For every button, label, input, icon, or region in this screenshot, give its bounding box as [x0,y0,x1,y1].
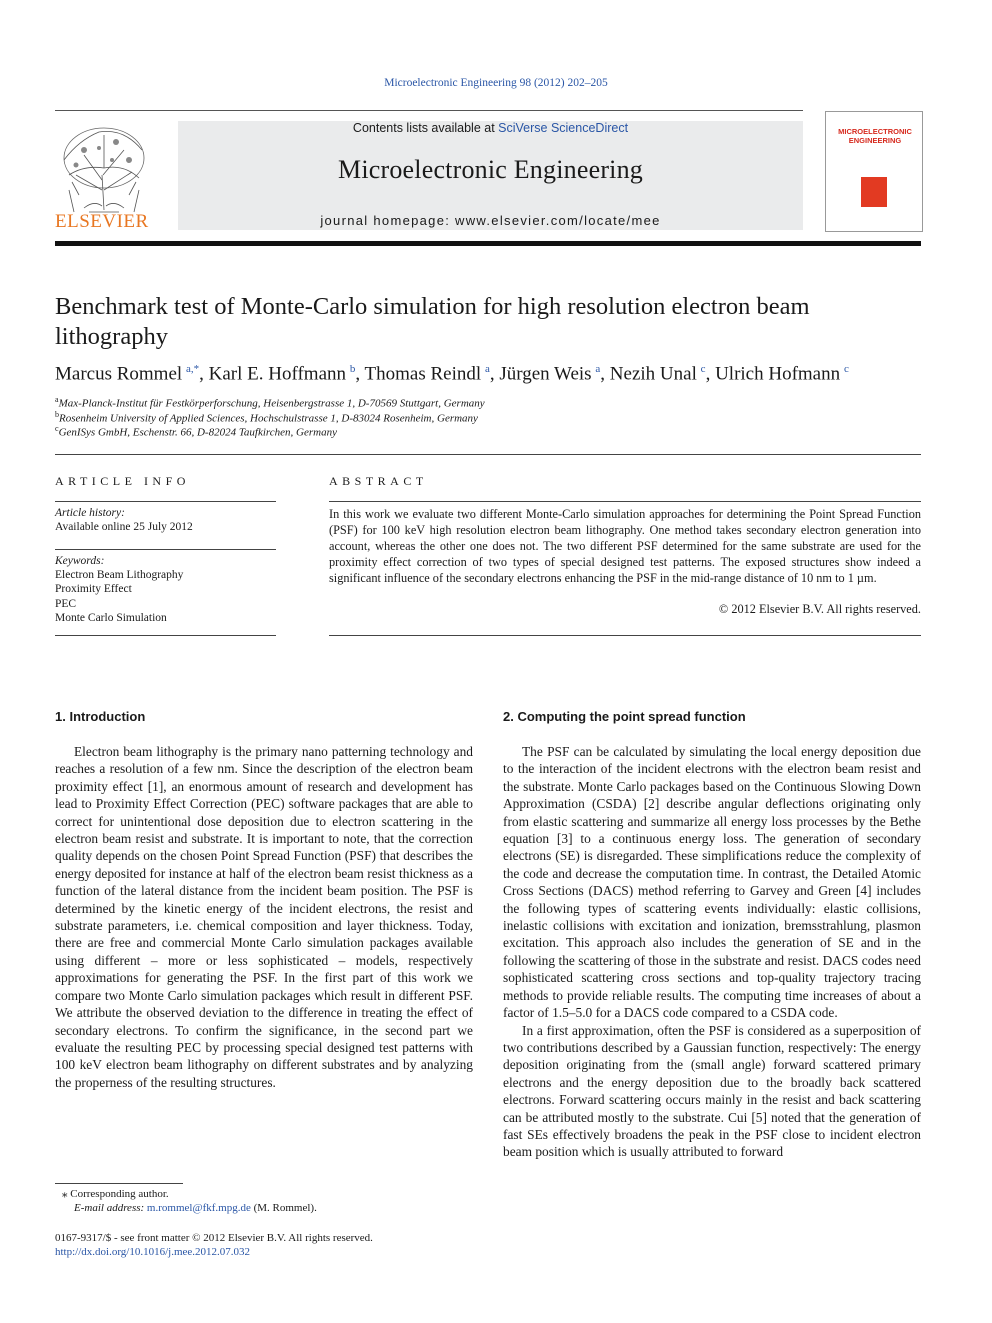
corresponding-author-note: ⁎ Corresponding author. [62,1188,169,1200]
journal-reference[interactable]: Microelectronic Engineering 98 (2012) 202–205 [384,77,608,89]
abstract-heading: ABSTRACT [329,474,428,488]
author-name: Karl E. Hoffmann [208,363,347,385]
email-line [74,1201,317,1215]
keyword: Electron Beam Lithography [55,569,184,582]
contents-line [178,121,803,135]
keyword: Proximity Effect [55,583,132,596]
author-name: Nezih Unal [609,363,697,385]
abstract-copyright: © 2012 Elsevier B.V. All rights reserved. [718,602,921,616]
cover-title: MICROELECTRONIC ENGINEERING [838,127,912,145]
article-history [55,506,276,534]
paragraph: In a first approximation, often the PSF is considered as a superposition of two contributions described by a Gaussian function, respectively: The energy deposition originating from the (small angle) forward scattered primary electrons and the energy deposition due to the broadly back scattered electrons. Forward scattering occurs mainly in the resist and back scattering can be attributed mostly to the substrate. Cui [5] noted that the generation of fast SEs effectively broadens the peak in the PSF close to incident electron beam position which is usually attributed to forward [503,1022,921,1160]
elsevier-wordmark: ELSEVIER [55,211,149,232]
journal-title: Microelectronic Engineering [338,155,643,184]
keywords-label: Keywords: [55,555,105,567]
author-affil-sup[interactable]: b [349,363,356,375]
introduction-body [55,743,473,1091]
contents-prefix: Contents lists available at [352,121,499,135]
author-affil-sup[interactable]: a [484,363,490,375]
article-title: Benchmark test of Monte-Carlo simulation for high resolution electron beam lithography [55,293,810,350]
author-name: Marcus Rommel [55,363,183,385]
doi-link[interactable]: http://dx.doi.org/10.1016/j.mee.2012.07.032 [55,1246,251,1258]
author-affil-sup[interactable]: a,* [186,363,200,375]
psf-section-body [503,743,921,1161]
affiliation-text: Max-Planck-Institut für Festkörperforschung, Heisenbergstrasse 1, D-70569 Stuttgart, Germany [58,397,485,410]
section-heading-psf: 2. Computing the point spread function [503,709,746,724]
header-rule [55,110,803,111]
paragraph: Electron beam lithography is the primary nano patterning technology and reaches a resolution of a few nm. Since the description of the electron beam proximity effect [1], an enormous amount of research and development has lead to Proximity Effect Correction (PEC) software packages that are able to correct for unintentional dose deposition due to electron scattering in the electron beam resist and substrate. It is important to note, that the correction quality depends on the chosen Point Spread Function (PSF) that describes the energy deposited for instance at half of the electron beam resist thickness as a function of the lateral distance from the incident beam position. The PSF is determined by the kinetic energy of the incident electrons, the resist and substrate parameters, i.e. chemical composition and layer thickness. Today, there are free and commercial Monte Carlo simulation packages available using different – more or less sophisticated – models, respectively approximations for generating the PSF. In the first part of this work we compare two Monte Carlo simulation packages which result in different PSF. We attribute the observed deviation to the difference in treating the effect of secondary electrons. To confirm the significance, in the second part we evaluate the resulting PEC by processing special designed test patterns with 100 keV electron beam lithography on different substrates and by analyzing the properness of the resulting structures. [55,744,473,1090]
abstract-text: In this work we evaluate two different Monte-Carlo simulation approaches for determining the Point Spread Function (PSF) for 100 keV high resolution electron beam lithography. One method takes secondary electron generation into account, whereas the other one does not. The two different PSF determined for the same substrate are used for the proximity effect correction of two types of special designed test patterns. The exposed structures show indeed a significant influence of the secondary electrons enhancing the PSF in the mid-range distance of 10 nm to 1 µm. [329,507,921,585]
journal-homepage[interactable]: journal homepage: www.elsevier.com/locate/mee [320,213,661,228]
affiliation-text: Rosenheim University of Applied Sciences, Hochschulstrasse 1, D-83024 Rosenheim, Germany [59,412,478,425]
section-heading-introduction: 1. Introduction [55,709,146,724]
info-rule [55,635,276,636]
paragraph: The PSF can be calculated by simulating the local energy deposition due to the interaction of the incident electrons with the electron beam resist and the substrate. Monte Carlo packages based on the Continuous Slowing Down Approximation (CSDA) [2] describe angular deflections originating only from elastic scattering and summarize all energy loss processes by the Bethe equation [3] to a continuous energy loss. The generation of secondary electrons (SE) is disregarded. These simplifications reduce the complexity of the code and decrease the computation time. In contrast, the Detailed Atomic Cross Sections (DACS) method referring to Garvey and Green [4] includes the following types of scattering events individually: elastic collisions, inelastic collisions with excitation and ionization, bremsstrahlung, plasmon excitation. This approach also includes the generation of SE and in the following the scattering of those in the substrate and resist. DACS codes need sophisticated scattering cross sections and top-quality trajectory tracing methods to provide reliable results. The computing time increases of about a factor of 1.5–5.0 for a DACS code compared to a CSDA code. [503,744,921,1021]
affiliation-text: GenISys GmbH, Eschenstr. 66, D-82024 Taufkirchen, Germany [58,426,337,439]
keyword: PEC [55,597,77,610]
info-rule [55,501,276,502]
affiliation-c [55,424,337,439]
article-info-heading: ARTICLE INFO [55,474,190,488]
email-suffix: (M. Rommel). [253,1202,317,1214]
affiliation-b [55,410,478,425]
affiliation-a [55,395,485,410]
author-affil-sup[interactable]: c [700,363,706,375]
keywords-block [55,554,276,625]
info-rule [55,549,276,550]
author-name: Thomas Reindl [364,363,482,385]
author-affil-sup[interactable]: a [595,363,601,375]
author-affil-sup[interactable]: c [843,363,849,375]
cover-graphic [861,177,887,207]
email-link[interactable]: m.rommel@fkf.mpg.de [146,1202,251,1214]
footnote-rule [55,1183,183,1184]
sciencedirect-link[interactable]: SciVerse ScienceDirect [498,121,629,135]
header-thick-rule [55,241,921,246]
history-label: Article history: [55,507,125,519]
author-list: Marcus Rommel $^{a,*}$, Karl E. Hoffmann $^b$, Thomas Reindl $^a$, Jürgen Weis $^a$, Nezih Unal $^c$, Ulrich Hofmann $^c$ [55,363,849,385]
affiliation-sup: b [55,410,59,419]
author-name: Ulrich Hofmann [715,363,841,385]
affiliation-sup: c [55,424,59,433]
keyword: Monte Carlo Simulation [55,611,167,624]
author-name: Jürgen Weis [499,363,592,385]
abstract-rule [329,635,921,636]
affiliation-rule [55,454,921,455]
email-label: E-mail address: [74,1202,145,1214]
affiliation-sup: a [55,395,59,404]
abstract-rule [329,501,921,502]
issn-line: 0167-9317/$ - see front matter © 2012 Elsevier B.V. All rights reserved. [55,1232,373,1244]
history-value: Available online 25 July 2012 [55,521,193,534]
